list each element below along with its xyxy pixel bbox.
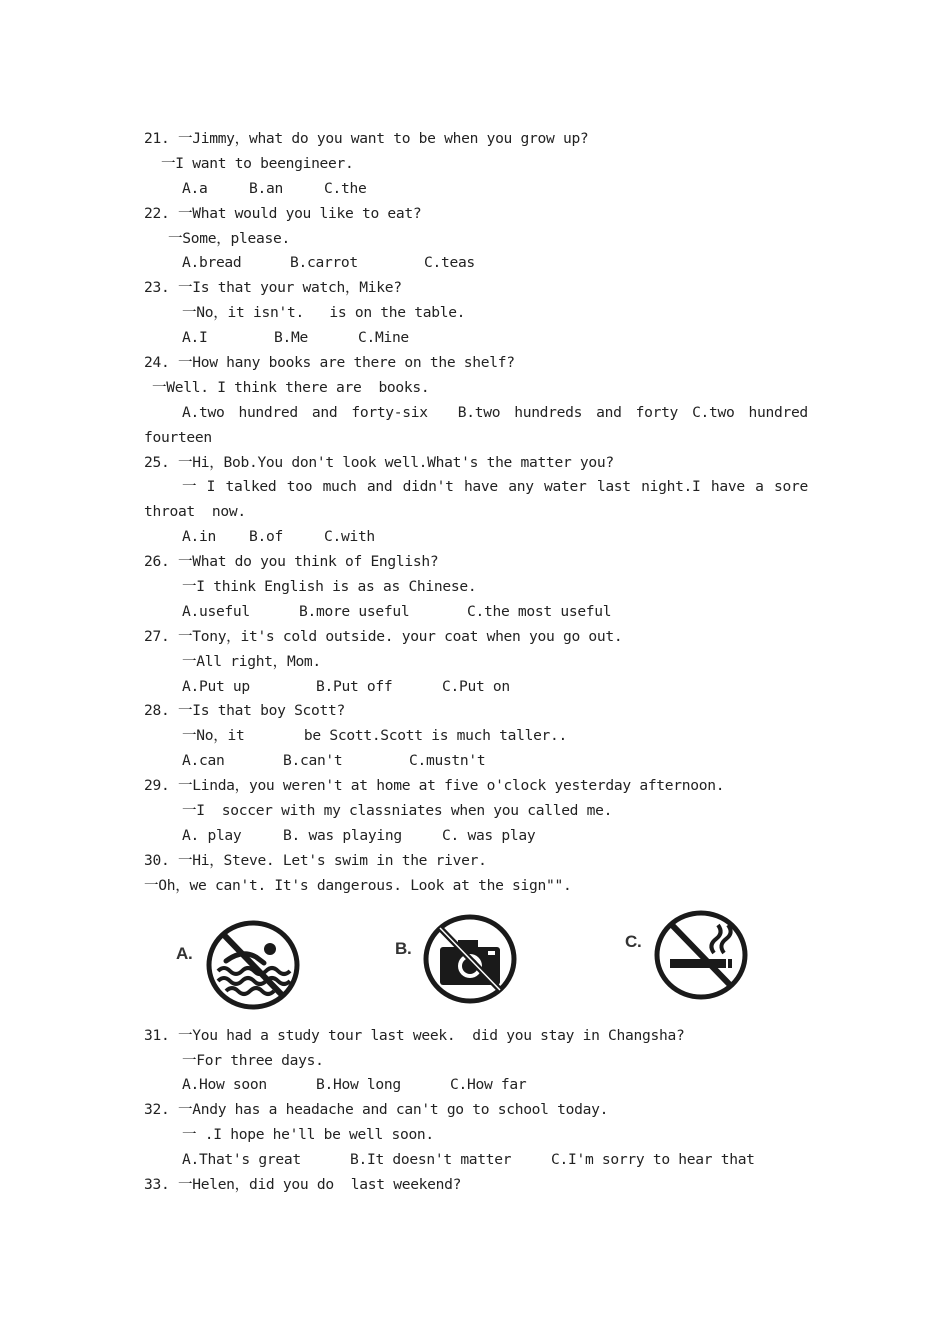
word: C.two <box>692 403 735 421</box>
word: A.two <box>182 403 225 421</box>
answer-28: 一No，it be Scott.Scott is much taller.. <box>182 727 568 745</box>
no-swimming-icon <box>204 919 302 1011</box>
option-a: A. play <box>182 826 242 844</box>
option-a: A.in <box>182 528 216 546</box>
options-26 <box>144 600 808 625</box>
sign-label-a: A. <box>176 943 193 963</box>
word: night.I <box>641 478 701 496</box>
options-24-continued: fourteen <box>144 428 212 446</box>
options-31 <box>144 1073 808 1098</box>
option-a: A.Put up <box>182 677 250 695</box>
question-30: 30. 一Hi，Steve. Let's swim in the river. <box>144 851 487 869</box>
options-25 <box>144 525 808 550</box>
question-28: 28. 一Is that boy Scott? <box>144 702 345 720</box>
word: B.two <box>457 403 501 421</box>
question-26: 26. 一What do you think of English? <box>144 553 439 571</box>
options-32 <box>144 1148 808 1173</box>
word: and <box>311 403 338 421</box>
word: and <box>596 403 622 421</box>
option-a: A.a <box>182 179 208 197</box>
option-a: A.How soon <box>182 1076 267 1094</box>
word: last <box>596 478 631 496</box>
word: hundred <box>748 403 808 421</box>
answer-26: 一I think English is as as Chinese. <box>182 578 477 596</box>
option-a: A.That's great <box>182 1151 301 1169</box>
word: forty-six <box>351 403 428 421</box>
answer-25-continued: throat now. <box>144 503 246 521</box>
no-smoking-icon <box>652 909 750 1001</box>
answer-30: 一Oh，we can't. It's dangerous. Look at the sign"". <box>144 876 572 894</box>
option-c: C.teas <box>424 254 475 272</box>
word: hundreds <box>514 403 583 421</box>
options-22 <box>144 251 808 276</box>
option-c: C.the <box>324 179 367 197</box>
exam-page <box>144 127 808 1198</box>
word: and <box>366 478 393 496</box>
answer-31: 一For three days. <box>182 1051 324 1069</box>
answer-25 <box>144 475 808 500</box>
question-29: 29. 一Linda，you weren't at home at five o'clock yesterday afternoon. <box>144 777 725 795</box>
option-a: A.bread <box>182 254 242 272</box>
option-b: B.carrot <box>290 254 358 272</box>
word: forty <box>635 403 679 421</box>
option-b: B.more useful <box>299 602 410 620</box>
no-camera-icon <box>422 913 518 1005</box>
option-c: C.Put on <box>442 677 510 695</box>
sign-label-c: C. <box>625 931 642 951</box>
option-b: B.It doesn't matter <box>350 1151 512 1169</box>
option-b: B.an <box>249 179 283 197</box>
option-b: B. was playing <box>283 826 402 844</box>
answer-23: 一No，it isn't. is on the table. <box>182 304 466 322</box>
question-23: 23. 一Is that your watch，Mike? <box>144 279 402 297</box>
options-27 <box>144 675 808 700</box>
options-23 <box>144 326 808 351</box>
option-a: A.can <box>182 752 225 770</box>
options-24 <box>144 401 808 426</box>
option-c: C.How far <box>450 1076 527 1094</box>
sign-options <box>144 899 808 1024</box>
word: too <box>286 478 313 496</box>
answer-21: 一I want to beengineer. <box>161 154 354 172</box>
word: didn't <box>402 478 454 496</box>
option-b: B.of <box>249 528 283 546</box>
sign-label-b: B. <box>395 938 412 958</box>
option-b: B.How long <box>316 1076 401 1094</box>
option-c: C.Mine <box>358 329 409 347</box>
question-25: 25. 一Hi，Bob.You don't look well.What's the matter you? <box>144 453 614 471</box>
question-22: 22. 一What would you like to eat? <box>144 204 422 222</box>
options-21 <box>144 177 808 202</box>
word: sore <box>774 478 808 496</box>
option-a: A.useful <box>182 602 250 620</box>
answer-24: 一Well. I think there are books. <box>152 378 430 396</box>
word: 一 <box>182 478 197 496</box>
question-27: 27. 一Tony，it's cold outside. your coat when you go out. <box>144 627 623 645</box>
options-29 <box>144 824 808 849</box>
option-c: C.mustn't <box>409 752 486 770</box>
option-b: B.Me <box>274 329 308 347</box>
question-31: 31. 一You had a study tour last week. did you stay in Changsha? <box>144 1026 685 1044</box>
word: have <box>463 478 498 496</box>
question-21: 21. 一Jimmy，what do you want to be when you grow up? <box>144 130 589 147</box>
word: water <box>544 478 587 496</box>
answer-29: 一I soccer with my classniates when you called me. <box>182 802 613 820</box>
option-b: B.can't <box>283 752 343 770</box>
answer-22: 一Some，please. <box>168 229 290 247</box>
answer-32: 一 .I hope he'll be well soon. <box>182 1126 434 1144</box>
word: have <box>710 478 745 496</box>
word: a <box>755 478 764 496</box>
answer-27: 一All right，Mom. <box>182 652 321 670</box>
question-24: 24. 一How hany books are there on the shelf? <box>144 354 515 372</box>
options-28 <box>144 749 808 774</box>
option-c: C. was play <box>442 826 536 844</box>
option-c: C.with <box>324 528 375 546</box>
word: any <box>508 478 534 496</box>
option-c: C.I'm sorry to hear that <box>551 1151 755 1169</box>
word: I <box>206 478 216 496</box>
option-a: A.I <box>182 329 208 347</box>
question-32: 32. 一Andy has a headache and can't go to school today. <box>144 1101 609 1119</box>
word: talked <box>225 478 277 496</box>
word: much <box>322 478 357 496</box>
question-33: 33. 一Helen，did you do last weekend? <box>144 1175 462 1193</box>
option-b: B.Put off <box>316 677 393 695</box>
word: hundred <box>238 403 298 421</box>
option-c: C.the most useful <box>467 602 612 620</box>
